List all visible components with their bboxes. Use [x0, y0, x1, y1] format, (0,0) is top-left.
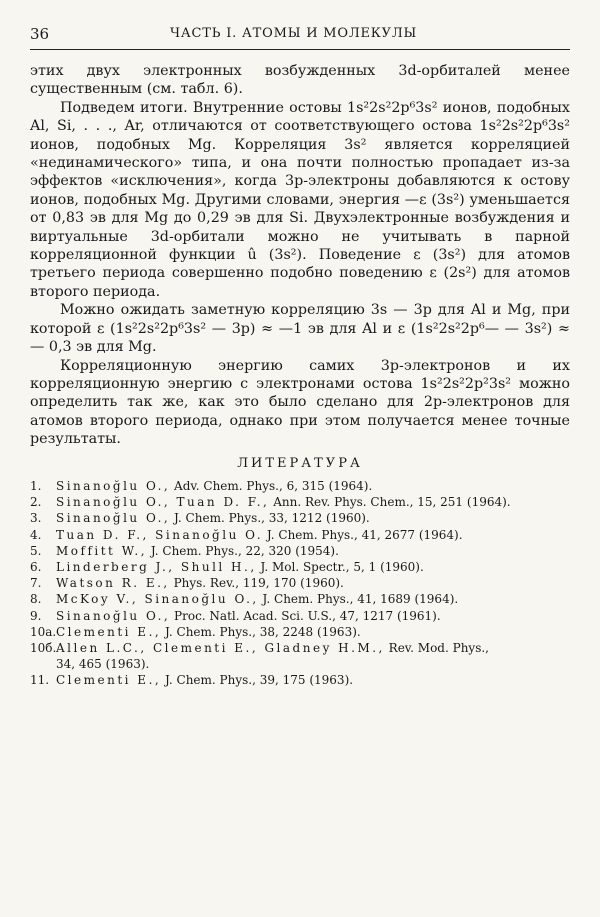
reference-item: 6. Linderberg J., Shull H., J. Mol. Spectr., 5, 1 (1960). [30, 560, 424, 575]
page-header [30, 25, 570, 50]
paragraph: Подведем итоги. Внутренние остовы 1s²2s²2p⁶3s² ионов, подобных Al, Si, . . ., Ar, отличаются от соответствующего остова 1s²2s²2p⁶3s² ионов, подобных Mg. Корреляция 3s² является корреляцией «нединамического» типа, и она почти полностью пропадает из-за эффектов «исключения», когда 3p-электроны добавляются к остову ионов, подобных Mg. Другими словами, энергия —ε (3s²) уменьшается от 0,83 эв для Mg до 0,29 эв для Si. Двухэлектронные возбуждения и виртуальные 3d-орбитали можно не учитывать в парной корреляционной функции û (3s²). Поведение ε (3s²) для атомов третьего периода совершенно подобно поведению ε (2s²) для атомов второго периода. [30, 99, 570, 300]
paragraph: этих двух электронных возбужденных 3d-орбиталей менее существенным (см. табл. 6). [30, 63, 570, 98]
reference-item: 5. Moffitt W., J. Chem. Phys., 22, 320 (1954). [30, 543, 339, 558]
running-head: ЧАСТЬ I. АТОМЫ И МОЛЕКУЛЫ [170, 26, 418, 41]
reference-item: 3. Sinanoğlu O., J. Chem. Phys., 33, 1212 (1960). [30, 511, 370, 526]
reference-item-continuation: 34, 465 (1963). [56, 657, 150, 672]
page-number: 36 [30, 25, 50, 43]
paragraph: Корреляционную энергию самих 3p-электронов и их корреляционную энергию с электронами остова 1s²2s²2p²3s² можно определить так же, как это было сделано для 2p-электронов для атомов второго периода, однако при этом получается менее точные результаты. [30, 357, 570, 448]
body-text [30, 62, 570, 449]
references-list [30, 478, 570, 689]
reference-item: 2. Sinanoğlu O., Tuan D. F., Ann. Rev. Phys. Chem., 15, 251 (1964). [30, 495, 511, 510]
reference-item: 10б.Allen L.C., Clementi E., Gladney H.M., Rev. Mod. Phys., [30, 641, 489, 656]
references-heading: ЛИТЕРАТУРА [237, 456, 363, 471]
reference-item: 10a.Clementi E., J. Chem. Phys., 38, 2248 (1963). [30, 624, 361, 639]
reference-item: 1. Sinanoğlu O., Adv. Chem. Phys., 6, 315 (1964). [30, 479, 373, 493]
reference-item: 8. McKoy V., Sinanoğlu O., J. Chem. Phys., 41, 1689 (1964). [30, 592, 459, 607]
reference-item: 7. Watson R. E., Phys. Rev., 119, 170 (1960). [30, 576, 344, 591]
reference-item: 9. Sinanoğlu O., Proc. Natl. Acad. Sci. U.S., 47, 1217 (1961). [30, 608, 441, 623]
reference-item: 11. Clementi E., J. Chem. Phys., 39, 175 (1963). [30, 673, 354, 688]
reference-item: 4. Tuan D. F., Sinanoğlu O. J. Chem. Phys., 41, 2677 (1964). [30, 527, 463, 542]
paragraph: Можно ожидать заметную корреляцию 3s — 3p для Al и Mg, при которой ε (1s²2s²2p⁶3s² — 3p) ≈ —1 эв для Al и ε (1s²2s²2p⁶— — 3s²) ≈ — 0,3 эв для Mg. [30, 302, 570, 356]
